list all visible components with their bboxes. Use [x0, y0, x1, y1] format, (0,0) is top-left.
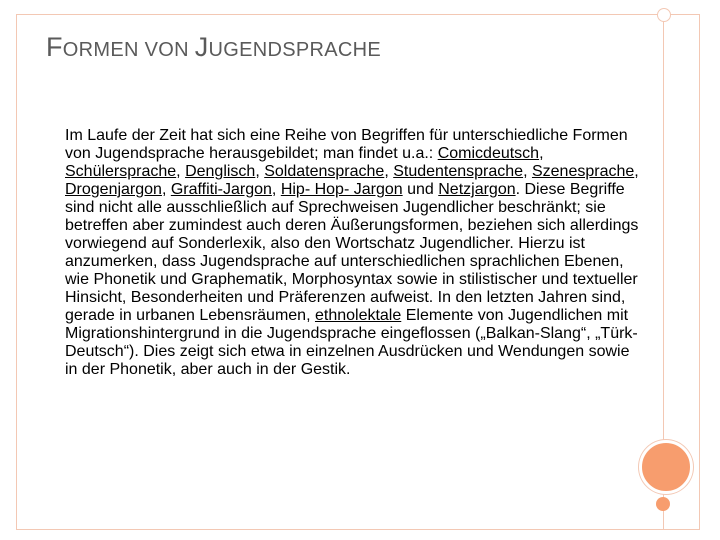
link-netzjargon[interactable]: Netzjargon: [438, 181, 516, 198]
body-text-part: . Diese Begriffe sind nicht alle ausschließlich auf Sprechweisen Jugendlicher beschränkt; sie betreffen aber zumindest auch deren Äußerungsformen, beziehen sich allerdings vorwiegend auf Sonderlexik, also den Wortschatz Jugendlicher. Hierzu ist anzumerken, dass Jugendsprache auf unterschiedlichen sprachlichen Ebenen, wie Phonetik und Graphematik, Morphosyntax sowie in stilistischer und textueller Hinsicht, Besonderheiten und Präferenzen aufweist. In den letzten Jahren sind, gerade in urbanen Lebensräumen,: [65, 181, 639, 324]
link-drogenjargon[interactable]: Drogenjargon: [65, 181, 162, 198]
separator: ,: [384, 163, 394, 180]
link-graffiti-jargon[interactable]: Graffiti-Jargon: [170, 181, 272, 198]
separator: und: [402, 181, 439, 198]
title-rest-j: UGENDSPRACHE: [208, 39, 382, 61]
separator: ,: [161, 181, 171, 198]
decorative-circle-small: [656, 497, 670, 511]
link-comicdeutsch[interactable]: Comicdeutsch: [437, 145, 540, 162]
link-studentensprache[interactable]: Studentensprache: [393, 163, 524, 180]
link-ethnolektale[interactable]: ethnolektale: [314, 307, 402, 324]
separator: ,: [539, 145, 544, 162]
decorative-circle-large: [639, 440, 693, 494]
slide-body-text: [65, 127, 645, 379]
title-initial-f: F: [46, 32, 63, 62]
link-soldatensprache[interactable]: Soldatensprache: [264, 163, 385, 180]
link-hip-hop-jargon[interactable]: Hip- Hop- Jargon: [280, 181, 403, 198]
separator: ,: [523, 163, 532, 180]
separator: ,: [255, 163, 265, 180]
title-rest-f: ORMEN VON: [62, 39, 195, 61]
separator: ,: [271, 181, 281, 198]
link-szenesprache[interactable]: Szenesprache: [531, 163, 635, 180]
decorative-circle-top: [657, 8, 671, 22]
separator: ,: [176, 163, 186, 180]
link-denglisch[interactable]: Denglisch: [185, 163, 256, 180]
separator: ,: [634, 163, 639, 180]
title-initial-j: J: [194, 32, 209, 62]
body-text-part: Elemente von Jugendlichen mit Migrationshintergrund in die Jugendsprache eingeflossen („Balkan-Slang“, „Türk-Deutsch“). Dies zeigt sich etwa in einzelnen Ausdrücken und Wendungen sowie in der Phonetik, aber auch in der Gestik.: [65, 307, 638, 378]
body-text-part: Im Laufe der Zeit hat sich eine Reihe von Begriffen für unterschiedliche Formen von Jugendsprache herausgebildet; man findet u.a.:: [65, 127, 628, 162]
link-schuelersprache[interactable]: Schülersprache: [65, 163, 177, 180]
slide-title: [46, 34, 381, 61]
